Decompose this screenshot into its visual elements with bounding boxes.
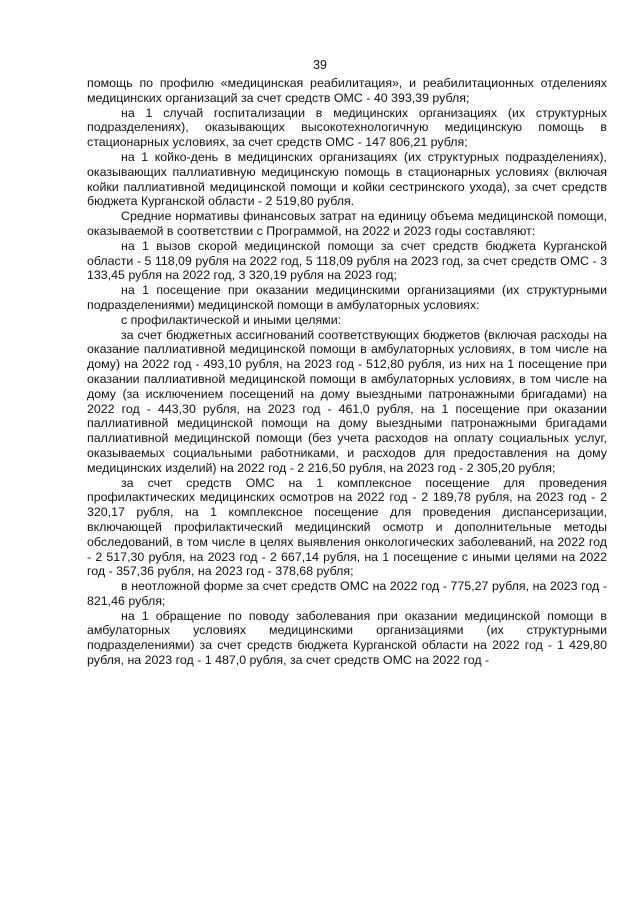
paragraph-average-standards-intro: Средние нормативы финансовых затрат на единицу объема медицинской помощи, оказываемой в соответствии с Программой, на 2022 и 2023 годы составляют: xyxy=(87,209,607,238)
paragraph-preventive-purposes: с профилактической и иными целями: xyxy=(121,312,342,327)
paragraph-high-tech-hospitalization: на 1 случай госпитализации в медицинских организациях (их структурных подразделениях), оказывающих высокотехнологичную медицинскую помощь в стационарных условиях, за счет средств ОМС - 147 806,21 рубля; xyxy=(87,105,607,150)
paragraph-rehabilitation: помощь по профилю «медицинская реабилитация», и реабилитационных отделениях медицинских организаций за счет средств ОМС - 40 393,39 рубля; xyxy=(87,76,607,105)
paragraph-outpatient-visit: на 1 посещение при оказании медицинскими организациями (их структурными подразделениями) медицинской помощи в амбулаторных условиях: xyxy=(87,283,607,312)
paragraph-ambulance-call: на 1 вызов скорой медицинской помощи за счет средств бюджета Курганской области - 5 118,09 рубля на 2022 год, 5 118,09 рубля на 2023 год, за счет средств ОМС - 3 133,45 рубля на 2022 год, 3 320,19 рубля на 2023 год; xyxy=(87,238,607,283)
paragraph-oms-complex-visit: за счет средств ОМС на 1 комплексное посещение для проведения профилактических медицинских осмотров на 2022 год - 2 189,78 рубля, на 2023 год - 2 320,17 рубля, на 1 комплексное посещение для проведения диспансеризации, включающей профилактический медицинский осмотр и дополнительные методы обследований, в том числе в целях выявления онкологических заболеваний, на 2022 год - 2 517,30 рубля, на 2023 год - 2 667,14 рубля, на 1 посещение с иными целями на 2022 год - 357,36 рубля, на 2023 год - 378,68 рубля; xyxy=(87,475,607,579)
paragraph-disease-treatment: на 1 обращение по поводу заболевания при оказании медицинской помощи в амбулаторных условиях медицинскими организациями (их структурными подразделениями) за счет средств бюджета Курганской области на 2022 год - 1 429,80 рубля, на 2023 год - 1 487,0 рубля, за счет средств ОМС на 2022 год - xyxy=(87,608,607,668)
document-body xyxy=(87,76,607,668)
page-number: 39 xyxy=(313,58,327,72)
paragraph-emergency-form: в неотложной форме за счет средств ОМС на 2022 год - 775,27 рубля, на 2023 год - 821,46 рубля; xyxy=(87,579,607,608)
paragraph-budget-allocations: за счет бюджетных ассигнований соответствующих бюджетов (включая расходы на оказание паллиативной медицинской помощи в амбулаторных условиях, в том числе на дому) на 2022 год - 493,10 рубля, на 2023 год - 512,80 рубля, из них на 1 посещение при оказании паллиативной медицинской помощи в амбулаторных условиях, в том числе на дому (за исключением посещений на дому выездными патронажными бригадами) на 2022 год - 443,30 рубля, на 2023 год - 461,0 рубля, на 1 посещение при оказании паллиативной медицинской помощи на дому выездными патронажными бригадами паллиативной медицинской помощи (без учета расходов на оплату социальных услуг, оказываемых социальными работниками, и расходов для предоставления на дому медицинских изделий) на 2022 год - 2 216,50 рубля, на 2023 год - 2 305,20 рубля; xyxy=(87,327,607,475)
paragraph-palliative-bed-day: на 1 койко-день в медицинских организациях (их структурных подразделениях), оказывающих паллиативную медицинскую помощь в стационарных условиях (включая койки паллиативной медицинской помощи и койки сестринского ухода), за счет средств бюджета Курганской области - 2 519,80 рубля. xyxy=(87,149,607,209)
